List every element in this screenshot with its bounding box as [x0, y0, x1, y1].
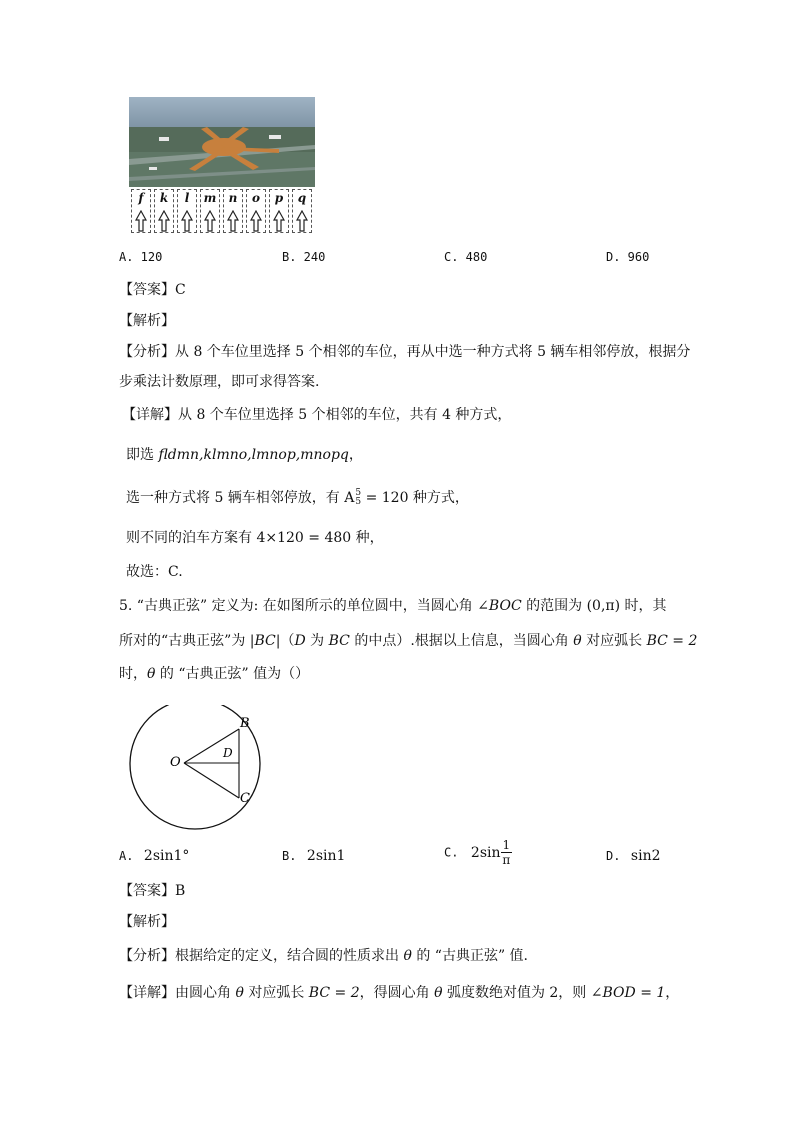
denominator: π — [502, 853, 511, 867]
q5-option-d — [606, 846, 661, 866]
math-expression: θ — [403, 948, 412, 964]
option-value: 2sin1 — [306, 848, 346, 864]
text: 时， — [119, 666, 147, 682]
math-expression: |BC| — [249, 633, 281, 649]
label-b: B — [240, 716, 250, 731]
answer-value: C — [175, 282, 186, 298]
option-value: 2sin — [470, 844, 501, 861]
text: 所对的“古典正弦”为 — [119, 633, 250, 649]
q4-fenxi-line2: 步乘法计数原理，即可求得答案. — [119, 374, 320, 390]
text: 种方式， — [408, 490, 469, 506]
slot-label: n — [228, 191, 238, 205]
q5-answer — [119, 881, 185, 901]
q4-option-c: C. 480 — [444, 250, 488, 264]
text: 对应弧长 — [581, 633, 647, 649]
text: ， — [348, 447, 363, 463]
xiangjie-tag: 【详解】 — [122, 407, 178, 423]
airport-photo-image — [129, 97, 315, 187]
q4-analysis-tag: 【解析】 — [119, 313, 175, 329]
q5-stem-line3 — [119, 664, 309, 684]
parking-slot — [200, 189, 220, 233]
q4-option-a: A. 120 — [119, 250, 163, 264]
label-d: D — [223, 746, 233, 760]
math-sup: 5 — [355, 488, 362, 498]
permutation-symbol — [344, 490, 361, 506]
text: 5. “古典正弦” 定义为: 在如图所示的单位圆中，当圆心角 — [119, 598, 478, 614]
slot-label: f — [138, 191, 144, 205]
q4-option-b: B. 240 — [282, 250, 326, 264]
up-arrow-icon — [250, 210, 262, 232]
parking-slots — [129, 189, 315, 235]
up-arrow-icon — [158, 210, 170, 232]
option-label: C. — [444, 845, 459, 860]
option-label: B. — [282, 849, 297, 863]
q4-fenxi-line1 — [119, 342, 690, 362]
text: 对应弧长 — [243, 985, 309, 1001]
text: 的 “古典正弦” 值为（） — [155, 666, 310, 682]
q4-line3 — [126, 488, 469, 508]
slot-label: l — [184, 191, 190, 205]
answer-tag: 【答案】 — [119, 282, 175, 298]
text: 则不同的泊车方案有 — [126, 530, 257, 546]
math-expression: θ — [147, 666, 156, 682]
q5-analysis-tag: 【解析】 — [119, 914, 175, 930]
parking-slot — [177, 189, 197, 233]
math-sub: 5 — [355, 497, 362, 507]
slot-label: m — [203, 191, 217, 205]
q5-xiangjie — [119, 983, 679, 1003]
up-arrow-icon — [204, 210, 216, 232]
label-c: C — [240, 791, 250, 806]
q5-stem-line1 — [119, 596, 667, 616]
text: 弧度数绝对值为 2，则 — [442, 985, 591, 1001]
math-expression: (0,π) — [586, 598, 621, 614]
math-expression: ∠BOD = 1 — [590, 985, 666, 1001]
q4-line4 — [126, 528, 384, 548]
fenxi-tag: 【分析】 — [119, 948, 175, 964]
parking-slot — [223, 189, 243, 233]
parking-slot — [154, 189, 174, 233]
option-value: 2sin1° — [143, 848, 190, 864]
answer-value: B — [175, 883, 186, 899]
math-expression: 4×120 = 480 — [256, 530, 352, 546]
math-expression: ∠BOC — [477, 598, 522, 614]
parking-slot — [269, 189, 289, 233]
math-expression: θ — [235, 985, 244, 1001]
fenxi-tag: 【分析】 — [119, 344, 175, 360]
label-o: O — [170, 755, 181, 770]
xiangjie-tag: 【详解】 — [119, 985, 175, 1001]
q5-fenxi — [119, 946, 528, 966]
fraction — [501, 838, 513, 867]
math-A: A — [344, 490, 355, 506]
xiangjie-text: 从 8 个车位里选择 5 个相邻的车位，共有 4 种方式， — [178, 407, 512, 423]
math-expression: = 120 — [361, 490, 409, 506]
up-arrow-icon — [181, 210, 193, 232]
text: 选一种方式将 5 辆车相邻停放，有 — [126, 490, 345, 506]
q5-option-a — [119, 846, 189, 866]
segment-oc — [184, 763, 239, 798]
math-expression: D — [294, 633, 306, 649]
text: 即选 — [126, 447, 159, 463]
up-arrow-icon — [135, 210, 147, 232]
unit-circle-diagram — [118, 705, 268, 845]
math-expression: θ — [573, 633, 582, 649]
slot-label: o — [251, 191, 260, 205]
option-value: sin2 — [630, 848, 661, 864]
text: 种， — [351, 530, 384, 546]
fenxi-text: 从 8 个车位里选择 5 个相邻的车位，再从中选一种方式将 5 辆车相邻停放，根据分 — [175, 344, 691, 360]
parking-slot — [292, 189, 312, 233]
parking-slot — [246, 189, 266, 233]
text: 为 — [305, 633, 329, 649]
math-expression: BC = 2 — [646, 633, 698, 649]
slot-label: k — [159, 191, 169, 205]
q4-xiangjie-line1 — [122, 405, 511, 425]
text: ， — [665, 985, 680, 1001]
text: 的 “古典正弦” 值. — [411, 948, 529, 964]
text: （ — [280, 633, 295, 649]
up-arrow-icon — [296, 210, 308, 232]
math-expression: fldmn,klmno,lmnop,mnopq — [158, 447, 349, 463]
airport-photo — [129, 97, 315, 187]
text: 的中点）.根据以上信息，当圆心角 — [349, 633, 574, 649]
slot-label: p — [274, 191, 284, 205]
math-expression: θ — [434, 985, 443, 1001]
math-expression: BC = 2 — [308, 985, 360, 1001]
parking-slot — [131, 189, 151, 233]
q5-option-b — [282, 846, 345, 866]
q4-line5: 故选：C. — [126, 564, 183, 580]
up-arrow-icon — [273, 210, 285, 232]
text: 时，其 — [620, 598, 667, 614]
text: ，得圆心角 — [359, 985, 435, 1001]
option-label: D. — [606, 849, 621, 863]
slot-label: q — [297, 191, 307, 205]
q4-option-d: D. 960 — [606, 250, 650, 264]
q5-option-c — [444, 838, 512, 867]
q4-line2 — [126, 445, 363, 465]
text: 由圆心角 — [175, 985, 236, 1001]
text: 的范围为 — [521, 598, 587, 614]
text: 根据给定的定义，结合圆的性质求出 — [175, 948, 404, 964]
answer-tag: 【答案】 — [119, 883, 175, 899]
up-arrow-icon — [227, 210, 239, 232]
q4-answer — [119, 280, 186, 300]
numerator: 1 — [502, 838, 511, 852]
math-expression: BC — [328, 633, 350, 649]
option-label: A. — [119, 849, 134, 863]
q5-stem-line2 — [119, 631, 697, 651]
